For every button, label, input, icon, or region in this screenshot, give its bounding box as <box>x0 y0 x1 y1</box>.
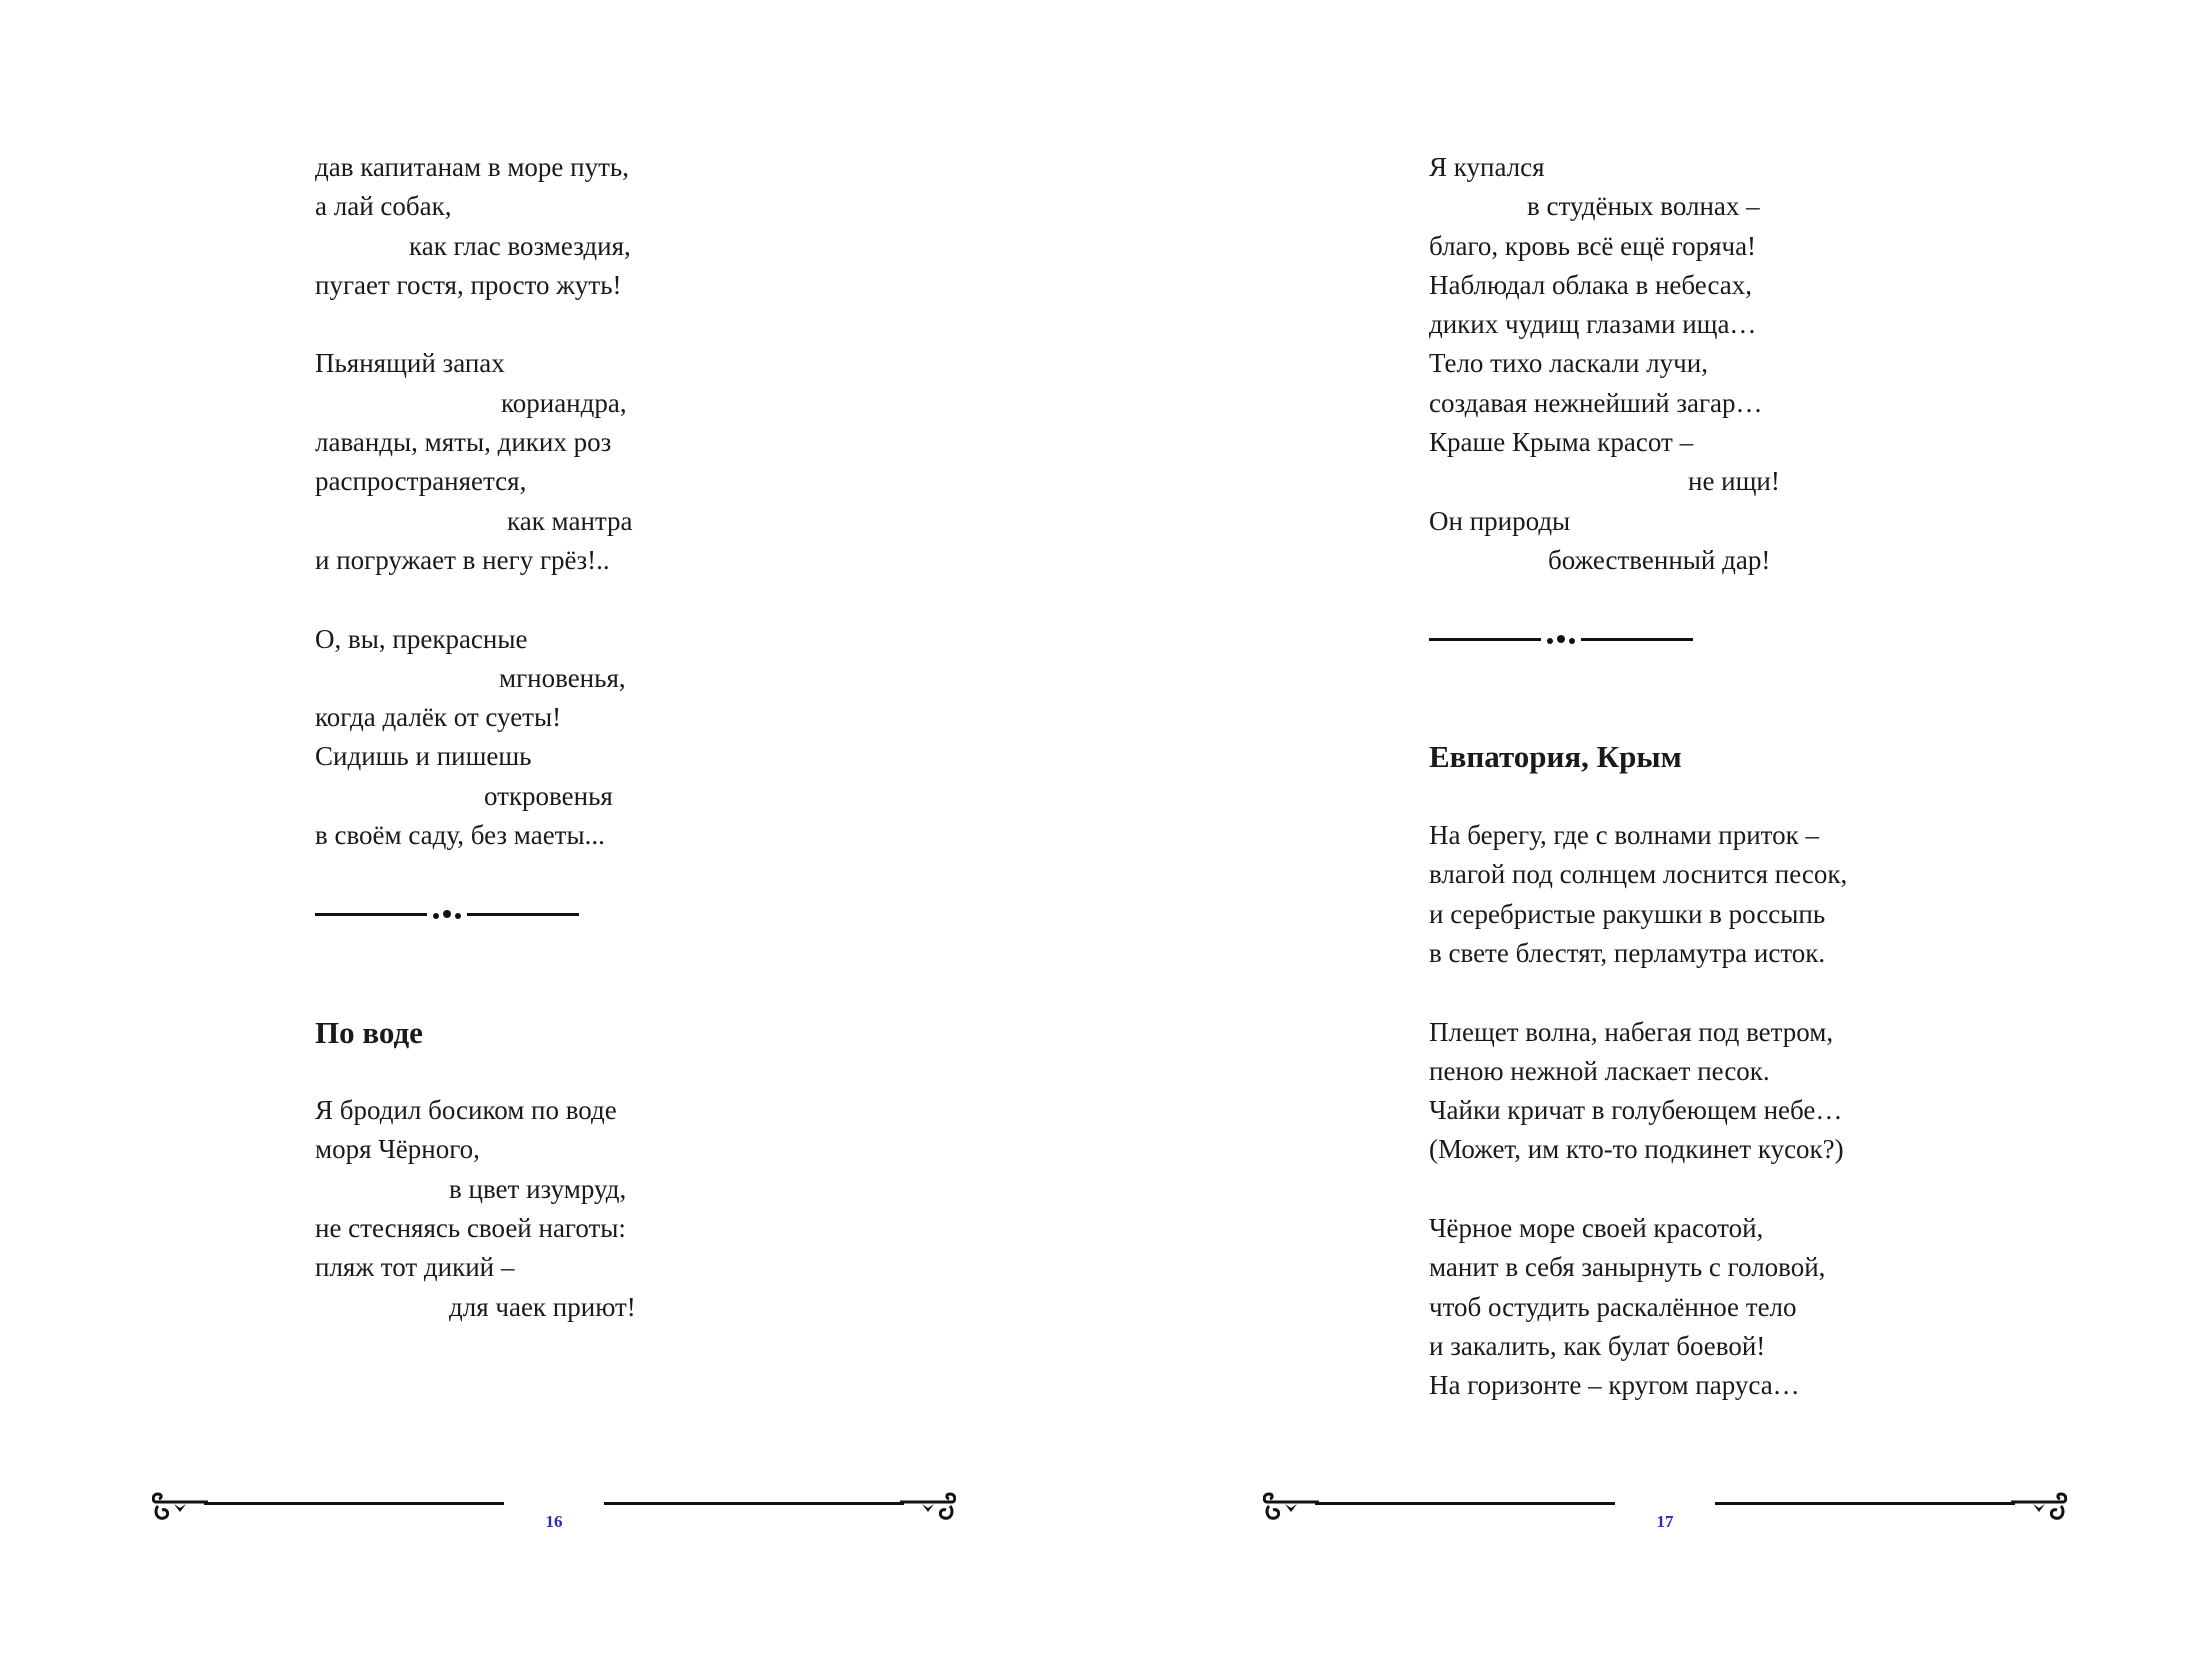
scroll-ornament-left-icon <box>152 1490 210 1530</box>
poem-line: Он природы <box>1429 505 1571 536</box>
poem-line: как глас возмездия, <box>409 230 631 261</box>
page-footer <box>0 1490 1102 1540</box>
poem-line: Пьянящий запах <box>315 348 505 379</box>
poem-line: мгновенья, <box>499 662 626 693</box>
poem-line: благо, кровь всё ещё горяча! <box>1429 230 1757 261</box>
poem-line: Я купался <box>1429 152 1545 182</box>
poem-title: Евпатория, Крым <box>1429 739 1682 775</box>
poem-line: моря Чёрного, <box>315 1134 480 1165</box>
poem-line: влагой под солнцем лоснится песок, <box>1429 859 1848 890</box>
right-text-column <box>1429 148 2049 1406</box>
poem-line: Краше Крыма красот – <box>1429 427 1694 458</box>
poem-line: создавая нежнейший загар… <box>1429 387 1763 418</box>
poem-line: диких чудищ глазами ища… <box>1429 309 1757 340</box>
poem-line: Наблюдал облака в небесах, <box>1429 269 1752 300</box>
poem-line: чтоб остудить раскалённое тело <box>1429 1291 1797 1322</box>
section-separator <box>1429 620 1699 659</box>
poem-line: кориандра, <box>501 387 627 418</box>
poem-line: в свете блестят, перламутра исток. <box>1429 937 1826 968</box>
right-page <box>1103 0 2205 1654</box>
poem-line: пляж тот дикий – <box>315 1252 515 1283</box>
dots-ornament-icon <box>431 908 463 922</box>
page-number: 16 <box>545 1512 563 1531</box>
poem-line: Плещет волна, набегая под ветром, <box>1429 1016 1834 1047</box>
scroll-ornament-right-icon <box>2009 1490 2067 1530</box>
poem-line: божественный дар! <box>1548 544 1771 575</box>
poem-line: Чёрное море своей красотой, <box>1429 1213 1764 1244</box>
poem-title: По воде <box>315 1014 423 1050</box>
poem-line: не ищи! <box>1688 466 1780 497</box>
poem-line: Чайки кричат в голубеющем небе… <box>1429 1095 1843 1126</box>
poem-line: манит в себя занырнуть с головой, <box>1429 1252 1826 1283</box>
poem-line: и погружает в негу грёз!.. <box>315 544 610 575</box>
poem-line: как мантра <box>507 505 633 536</box>
left-page <box>0 0 1102 1654</box>
dots-ornament-icon <box>1545 633 1577 647</box>
section-separator <box>315 895 585 934</box>
poem-line: дав капитанам в море путь, <box>315 152 629 182</box>
poem-line: в цвет изумруд, <box>449 1173 627 1204</box>
poem-line: распространяется, <box>315 466 527 497</box>
poem-line: а лай собак, <box>315 191 452 222</box>
poem-line: Сидишь и пишешь <box>315 741 532 772</box>
page-number: 17 <box>1656 1512 1674 1531</box>
poem-line: и серебристые ракушки в россыпь <box>1429 898 1826 929</box>
poem-line: пеною нежной ласкает песок. <box>1429 1055 1770 1086</box>
poem-line: в своём саду, без маеты... <box>315 820 605 851</box>
poem-line: и закалить, как булат боевой! <box>1429 1330 1766 1361</box>
poem-line: лаванды, мяты, диких роз <box>315 427 612 458</box>
poem-line: Тело тихо ласкали лучи, <box>1429 348 1708 379</box>
poem-line: откровенья <box>484 780 613 811</box>
page-footer <box>1103 1490 2205 1540</box>
poem-line: Я бродил босиком по воде <box>315 1095 617 1126</box>
scroll-ornament-right-icon <box>898 1490 956 1530</box>
poem-line: в студёных волнах – <box>1527 191 1760 222</box>
poem-line: О, вы, прекрасные <box>315 623 528 654</box>
poem-line: (Может, им кто-то подкинет кусок?) <box>1429 1134 1844 1165</box>
poem-line: На берегу, где с волнами приток – <box>1429 820 1819 851</box>
poem-line: для чаек приют! <box>449 1291 636 1322</box>
poem-line: пугает гостя, просто жуть! <box>315 269 622 300</box>
scroll-ornament-left-icon <box>1263 1490 1321 1530</box>
poem-line: когда далёк от суеты! <box>315 702 562 733</box>
poem-line: не стесняясь своей наготы: <box>315 1213 626 1244</box>
poem-line: На горизонте – кругом паруса… <box>1429 1370 1800 1401</box>
left-text-column <box>315 148 935 1327</box>
